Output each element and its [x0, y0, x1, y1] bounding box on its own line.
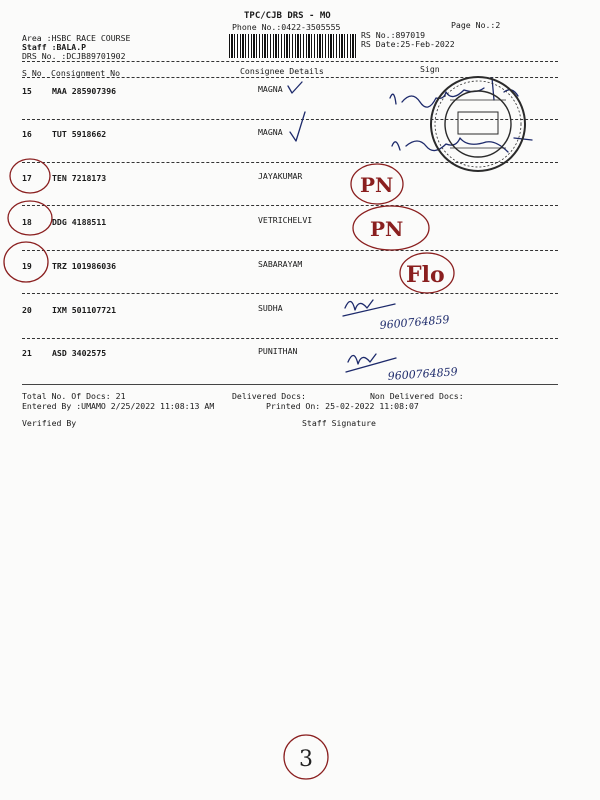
red-circle-mark — [351, 164, 403, 204]
row-consignee: MAGNA — [258, 84, 283, 94]
entered-by: Entered By :UMAMO 2/25/2022 11:08:13 AM — [22, 401, 215, 411]
row-sno: 15 — [22, 86, 32, 96]
col-consignee: Consignee Details — [240, 66, 324, 76]
signature-scribble — [392, 138, 532, 152]
row-sno: 17 — [22, 173, 32, 183]
staff-signature-label: Staff Signature — [302, 418, 376, 428]
row-divider — [22, 205, 558, 206]
page-mark: 3 — [299, 747, 313, 772]
row-consignee: SUDHA — [258, 303, 283, 313]
col-sno: S No — [22, 68, 42, 78]
signature-scribble — [346, 354, 396, 372]
rs-date: RS Date:25-Feb-2022 — [361, 39, 455, 49]
row-sno: 21 — [22, 348, 32, 358]
non-delivered-docs: Non Delivered Docs: — [370, 391, 464, 401]
barcode-image — [229, 34, 357, 58]
signature-scribble — [343, 300, 395, 316]
row-consignment: TRZ 101986036 — [52, 261, 117, 271]
annotation-pn: PN — [360, 173, 394, 197]
row-sno: 16 — [22, 129, 32, 139]
signature-scribble — [390, 78, 518, 107]
row-consignee: PUNITHAN — [258, 346, 298, 356]
staff-label: Staff :BALA.P — [22, 42, 87, 52]
handwritten-phone: 9600764859 — [387, 365, 459, 383]
row-divider — [22, 338, 558, 339]
header-rule-top — [22, 61, 558, 62]
checkmark — [288, 82, 302, 93]
footer-rule — [22, 384, 558, 385]
drs-number: DRS No. :DCJB89701902 — [22, 51, 126, 61]
row-divider — [22, 119, 558, 120]
checkmark — [290, 112, 305, 141]
row-consignment: ASD 3402575 — [52, 348, 107, 358]
row-sno: 18 — [22, 217, 32, 227]
handwritten-phone: 9600764859 — [379, 312, 450, 332]
row-consignment: IXM 501107721 — [52, 305, 117, 315]
red-circle-mark — [353, 206, 429, 250]
document-title: TPC/CJB DRS - MO — [244, 11, 331, 21]
delivered-docs: Delivered Docs: — [232, 391, 306, 401]
row-consignment: DDG 4188511 — [52, 217, 107, 227]
row-consignee: MAGNA — [258, 127, 283, 137]
annotation-flo: Flo — [406, 262, 445, 288]
row-consignment: MAA 285907396 — [52, 86, 117, 96]
page-number: Page No.:2 — [451, 20, 501, 30]
row-consignee: VETRICHELVI — [258, 215, 313, 225]
rs-number: RS No.:897019 — [361, 30, 426, 40]
printed-on: Printed On: 25-02-2022 11:08:07 — [266, 401, 419, 411]
row-consignment: TEN 7218173 — [52, 173, 107, 183]
red-circle-mark — [400, 253, 454, 293]
row-consignment: TUT 5918662 — [52, 129, 107, 139]
header-rule-bottom — [22, 77, 558, 78]
col-signature: Sign — [420, 64, 440, 74]
page-mark-circle — [284, 735, 328, 779]
row-sno: 20 — [22, 305, 32, 315]
verified-by: Verified By — [22, 418, 77, 428]
office-seal-stamp — [431, 77, 525, 171]
total-docs: Total No. Of Docs: 21 — [22, 391, 126, 401]
row-consignee: JAYAKUMAR — [258, 171, 303, 181]
row-divider — [22, 250, 558, 251]
row-divider — [22, 162, 558, 163]
annotation-pn: PN — [370, 217, 404, 241]
row-divider — [22, 293, 558, 294]
row-consignee: SABARAYAM — [258, 259, 303, 269]
row-sno: 19 — [22, 261, 32, 271]
phone-number: Phone No.:0422-3505555 — [232, 22, 341, 32]
col-consignment: Consignment No — [51, 68, 121, 78]
area-label: Area :HSBC RACE COURSE — [22, 33, 131, 43]
